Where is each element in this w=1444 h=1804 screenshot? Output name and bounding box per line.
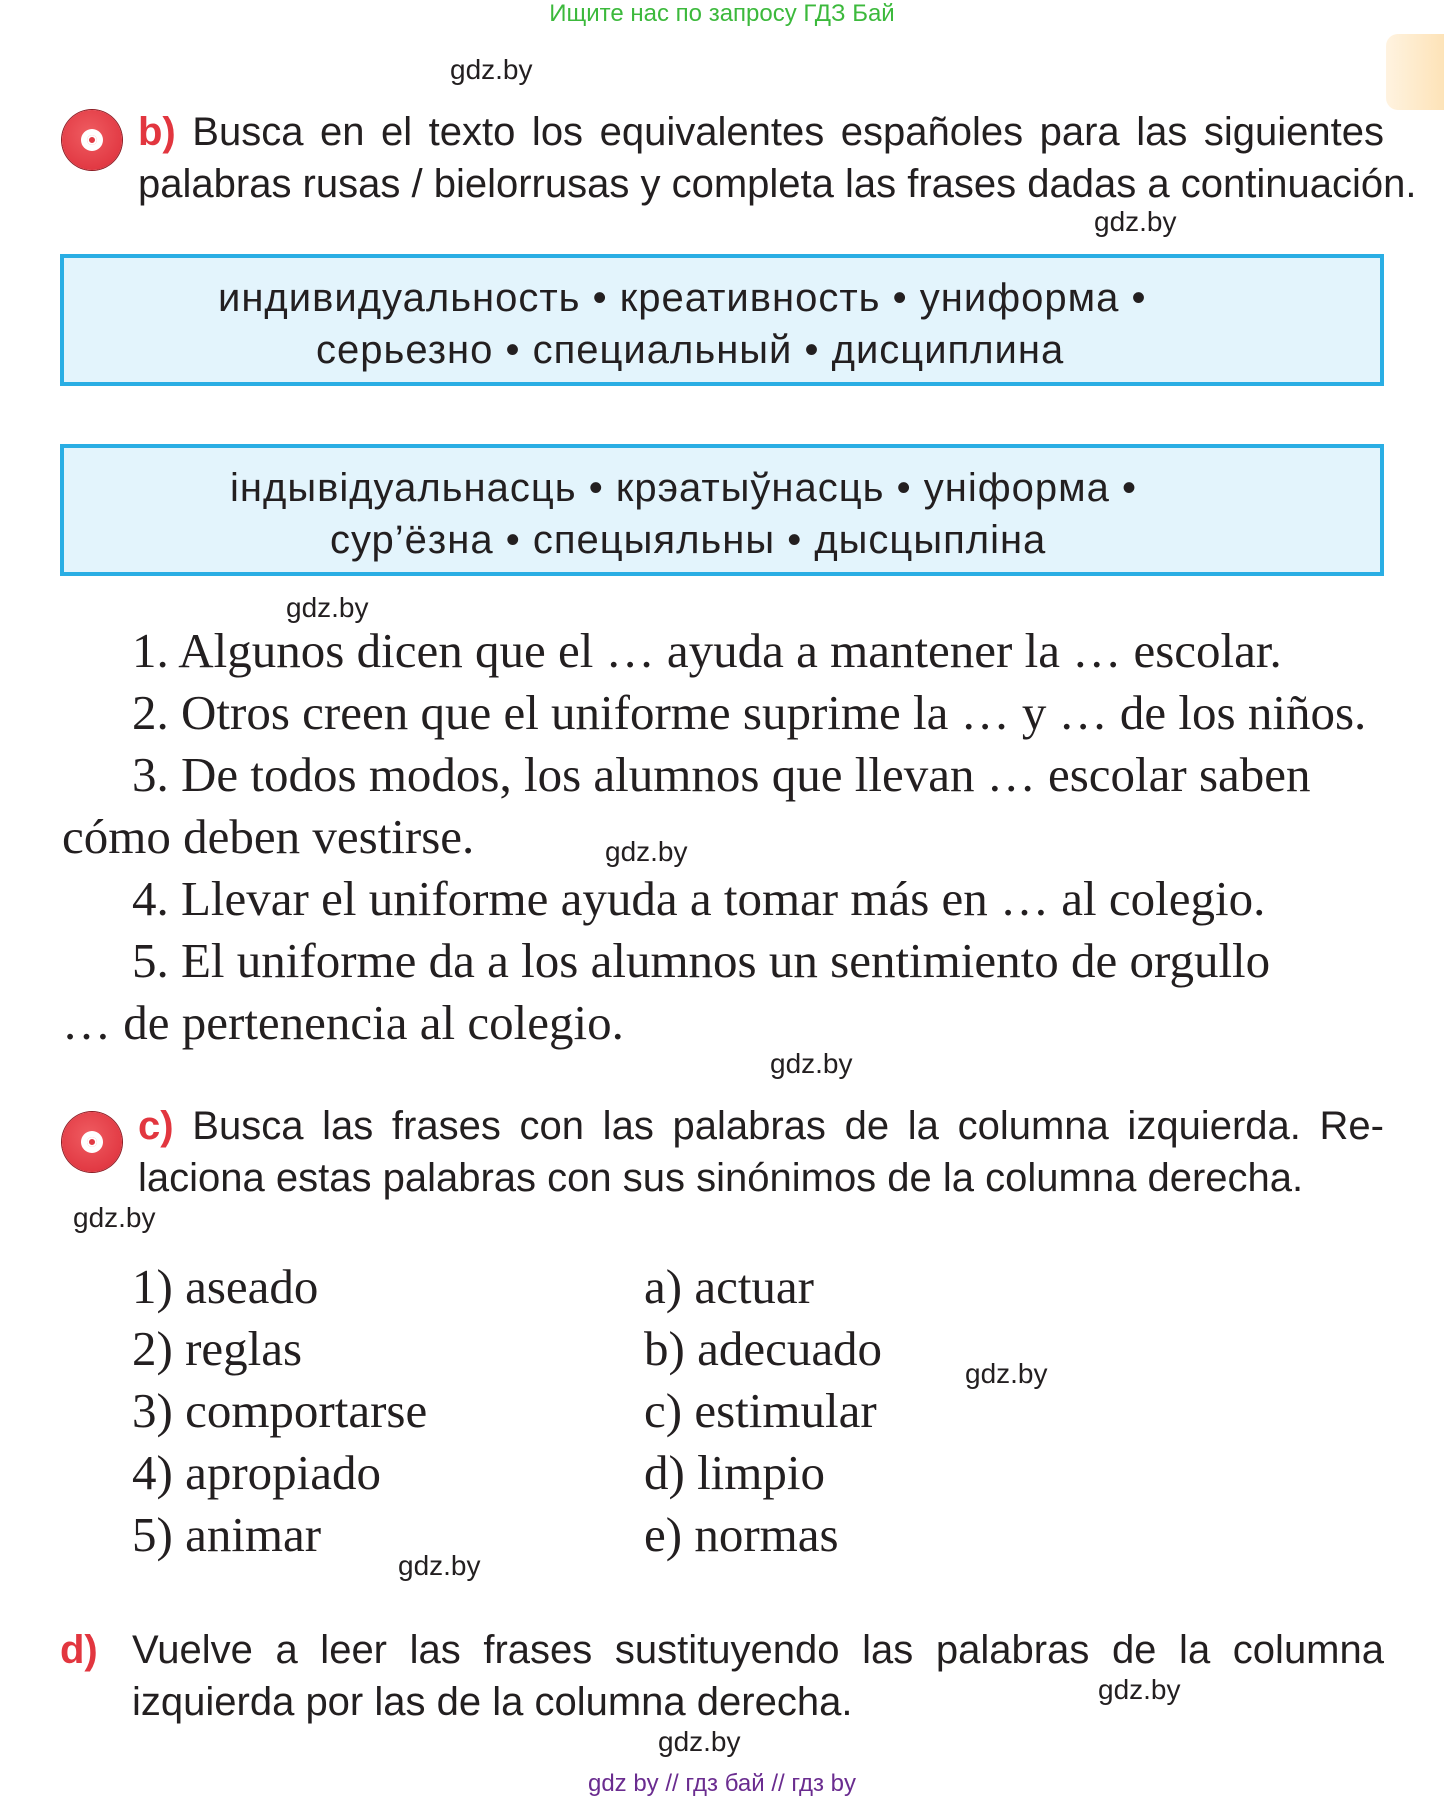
right-item-e: e) normas <box>644 1507 839 1562</box>
watermark: gdz.by <box>1094 206 1177 237</box>
watermark: gdz.by <box>73 1202 156 1233</box>
left-item-1: 1) aseado <box>132 1259 319 1314</box>
left-item-3: 3) comportarse <box>132 1383 428 1438</box>
sentence-3-line-1: 3. De todos modos, los alumnos que llevan … escolar saben <box>132 747 1311 802</box>
watermark: gdz.by <box>450 54 533 85</box>
right-item-d: d) limpio <box>644 1445 826 1500</box>
sentence-5-line-1: 5. El uniforme da a los alumnos un sentimiento de orgullo <box>132 933 1271 988</box>
sentence-2: 2. Otros creen que el uniforme suprime la … y … de los niños. <box>132 685 1367 740</box>
section-d-instruction: Vuelve a leer las frases sustituyendo las palabras de la columna izquierda por las de la columna derecha. <box>132 1628 1384 1724</box>
sentence-4: 4. Llevar el uniforme ayuda a tomar más en … al colegio. <box>132 871 1266 926</box>
sentence-5-line-2: … de pertenencia al colegio. <box>62 995 624 1050</box>
page-corner-tab <box>1386 34 1444 110</box>
belarusian-vocab-line-2: сур’ёзна • спецыяльны • дысцыпліна <box>330 518 1047 562</box>
watermark: gdz.by <box>605 836 688 867</box>
watermark: gdz.by <box>1098 1674 1181 1705</box>
belarusian-vocab-line-1: індывідуальнасць • крэатыўнасць • уніформа • <box>230 466 1137 510</box>
section-c-marker: c) <box>138 1104 174 1148</box>
watermark: gdz.by <box>965 1358 1048 1389</box>
search-banner: Ищите нас по запросу ГДЗ Бай <box>549 0 895 27</box>
footer-links[interactable]: gdz by // гдз бай // гдз by <box>587 1770 857 1797</box>
left-item-5: 5) animar <box>132 1507 322 1562</box>
sentence-3-line-2: cómo deben vestirse. <box>62 809 475 864</box>
left-item-2: 2) reglas <box>132 1321 303 1376</box>
watermark: gdz.by <box>658 1726 741 1757</box>
russian-vocab-line-1: индивидуальность • креативность • униформа • <box>218 276 1147 320</box>
russian-vocabulary-box <box>60 254 1384 386</box>
right-item-b: b) adecuado <box>644 1321 883 1376</box>
section-b-instruction: b) Busca en el texto los equivalentes españoles para las siguientes palabras rusas / bielorrusas y completa las frases dadas a continuación. <box>138 110 1417 206</box>
section-b-marker: b) <box>138 110 176 154</box>
audio-disc-icon[interactable] <box>62 110 122 170</box>
section-d-marker: d) <box>60 1628 98 1672</box>
audio-disc-icon[interactable] <box>62 1112 122 1172</box>
right-item-a: a) actuar <box>644 1259 814 1314</box>
watermark: gdz.by <box>770 1048 853 1079</box>
russian-vocab-line-2: серьезно • специальный • дисциплина <box>316 328 1065 372</box>
watermark: gdz.by <box>286 592 369 623</box>
watermark: gdz.by <box>398 1550 481 1581</box>
section-c-instruction: c) Busca las frases con las palabras de la columna izquierda. Re- laciona estas palabras con sus sinónimos de la columna derecha. <box>138 1104 1384 1200</box>
belarusian-vocabulary-box <box>60 444 1384 576</box>
sentence-1: 1. Algunos dicen que el … ayuda a mantener la … escolar. <box>132 623 1282 678</box>
left-item-4: 4) apropiado <box>132 1445 381 1500</box>
right-item-c: c) estimular <box>644 1383 877 1438</box>
